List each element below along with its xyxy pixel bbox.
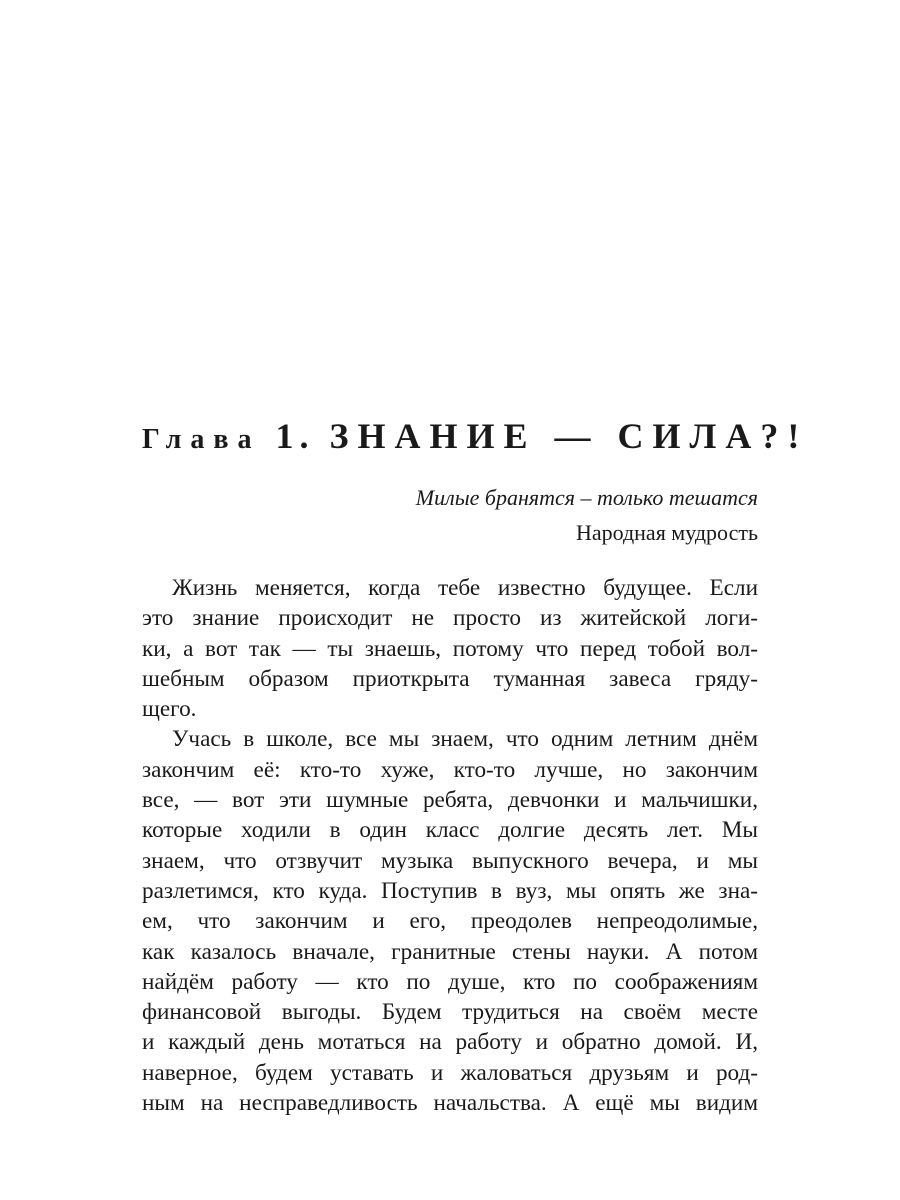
epigraph-source: Народная мудрость — [575, 520, 758, 545]
text-line: разлетимся, кто куда. Поступив в вуз, мы опять же зна- — [142, 877, 758, 904]
text-line: все, — вот эти шумные ребята, девчонки и мальчишки, — [142, 787, 758, 814]
epigraph — [416, 482, 758, 549]
text-line: как казалось вначале, гранитные стены науки. А потом — [142, 938, 758, 965]
text-line: закончим её: кто-то хуже, кто-то лучше, но закончим — [142, 756, 758, 783]
text-line: Жизнь меняется, когда тебе известно будущее. Если — [172, 575, 758, 601]
text-line: и каждый день мотаться на работу и обратно домой. И, — [142, 1029, 758, 1056]
text-line: знаем, что отзвучит музыка выпускного вечера, и мы — [142, 847, 758, 874]
text-line: которые ходили в один класс долгие десять лет. Мы — [142, 817, 758, 844]
paragraph-1 — [142, 573, 758, 724]
paragraph-2 — [142, 724, 758, 1118]
body-text — [142, 573, 758, 1118]
text-line: шебным образом приоткрыта туманная завеса гряду- — [142, 665, 758, 692]
text-line: ем, что закончим и его, преодолев непреодолимые, — [142, 908, 758, 935]
text-line: щего. — [142, 696, 197, 723]
text-line: ным на несправедливость начальства. А ещё мы видим — [142, 1090, 758, 1117]
text-line: это знание происходит не просто из житейской логи- — [142, 605, 758, 632]
chapter-prefix: Глава — [142, 424, 261, 455]
chapter-number: 1. — [275, 416, 315, 456]
epigraph-quote: Милые бранятся – только тешатся — [415, 485, 758, 510]
chapter-name: ЗНАНИЕ — СИЛА?! — [329, 416, 809, 456]
text-line: ки, а вот так — ты знаешь, потому что перед тобой вол- — [142, 635, 758, 662]
text-line: финансовой выгоды. Будем трудиться на своём месте — [142, 999, 758, 1026]
text-line: наверное, будем уставать и жаловаться друзьям и род- — [142, 1059, 758, 1086]
chapter-title — [142, 414, 809, 462]
text-line: Учась в школе, все мы знаем, что одним летним днём — [172, 726, 758, 753]
text-line: найдём работу — кто по душе, кто по соображениям — [142, 968, 758, 995]
